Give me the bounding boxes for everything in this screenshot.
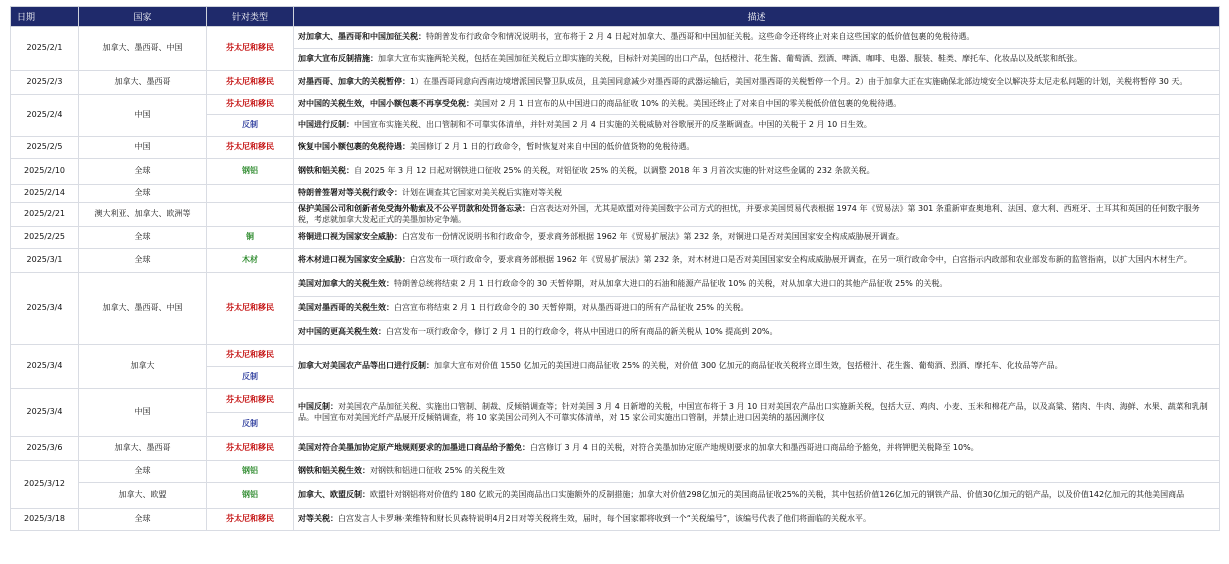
column-header-date: 日期 bbox=[11, 7, 79, 27]
description-body: 对美国农产品加征关税、实施出口管制、制裁、反倾销调查等；针对美国 3 月 4 日新增的关税，中国宣布将于 3 月 10 日对美国农产品出口实施新关税，包括大豆、鸡肉、小麦、玉米和棉花产品，以及高粱、猪肉、牛肉、海鲜、水果、蔬菜和乳制品。中国宣布对美国光纤产品展开反倾销调查，将 10 家美国公司列入不可靠实体清单，对 15 家公司实施出口管制，并禁止进口因美纳的基因测序仪 bbox=[298, 402, 1208, 422]
table-row bbox=[11, 71, 1220, 95]
description-body: 中国宣布实施关税、出口管制和不可靠实体清单，并针对美国 2 月 4 日实施的关税威胁对谷歌展开的反垄断调查。中国的关税于 2 月 10 日生效。 bbox=[354, 120, 872, 130]
cell-date: 2025/2/5 bbox=[11, 137, 79, 159]
description-body: 白宫表达对外国，尤其是欧盟对待美国数字公司方式的担忧，并要求美国贸易代表根据 1974 年《贸易法》第 301 条重新审查奥地利、法国、意大利、西班牙、土耳其和英国的任何数字服务税，考虑就加拿大发起正式的美墨加协定争端。 bbox=[298, 204, 1200, 224]
cell-date: 2025/2/25 bbox=[11, 227, 79, 249]
cell-type bbox=[207, 203, 294, 227]
description-head: 保护美国公司和创新者免受海外勒索及不公平罚款和处罚备忘录： bbox=[298, 204, 530, 213]
cell-type: 钢铝 bbox=[207, 483, 294, 509]
description-head: 美国对墨西哥的关税生效： bbox=[298, 303, 394, 313]
description-body: 欧盟针对钢铝将对价值约 180 亿欧元的美国商品出口实施额外的反制措施；加拿大对价值298亿加元的美国商品征收25%的关税，其中包括价值126亿加元的钢铁产品、价值30亿加元的铝产品，以及价值142亿加元的其他美国商品 bbox=[370, 490, 1185, 500]
cell-description bbox=[294, 27, 1220, 49]
description-body: 加拿大宣布对价值 1550 亿加元的美国进口商品征收 25% 的关税，对价值 300 亿加元的商品征收关税将立即生效，包括橙汁、花生酱、葡萄酒、烈酒、摩托车、化妆品等产品。 bbox=[434, 361, 1063, 371]
cell-description bbox=[294, 227, 1220, 249]
description-body: 白宫发布一项行政命令，修订 2 月 1 日的行政命令，将从中国进口的所有商品的新关税从 10% 提高到 20%。 bbox=[386, 327, 778, 337]
cell-description bbox=[294, 273, 1220, 297]
description-body: 特朗普总统将结束 2 月 1 日行政命令的 30 天暂停期，对从加拿大进口的石油和能源产品征收 10% 的关税，对从加拿大进口的其他产品征收 25% 的关税。 bbox=[394, 279, 948, 289]
cell-country: 全球 bbox=[79, 227, 207, 249]
cell-date: 2025/2/4 bbox=[11, 95, 79, 137]
cell-type: 铜 bbox=[207, 227, 294, 249]
cell-type: 芬太尼和移民 bbox=[207, 273, 294, 345]
description-head: 恢复中国小额包裹的免税待遇： bbox=[298, 142, 410, 152]
description-head: 加拿大对美国农产品等出口进行反制： bbox=[298, 361, 434, 371]
description-head: 加拿大、欧盟反制： bbox=[298, 490, 370, 500]
table-row bbox=[11, 95, 1220, 115]
cell-country: 中国 bbox=[79, 389, 207, 437]
cell-country: 全球 bbox=[79, 509, 207, 531]
cell-description bbox=[294, 71, 1220, 95]
table-row bbox=[11, 345, 1220, 367]
tariff-timeline-table bbox=[10, 6, 1220, 531]
table-row bbox=[11, 461, 1220, 483]
cell-date: 2025/2/1 bbox=[11, 27, 79, 71]
cell-description bbox=[294, 509, 1220, 531]
description-head: 对等关税： bbox=[298, 514, 338, 524]
cell-type: 钢铝 bbox=[207, 159, 294, 185]
description-body: 加拿大宣布实施两轮关税，包括在美国加征关税后立即实施的关税，目标针对美国的出口产品，包括橙汁、花生酱、葡萄酒、烈酒、啤酒、咖啡、电器、服装、鞋类、摩托车、化妆品以及纸浆和纸张。 bbox=[378, 54, 1082, 64]
description-head: 中国反制： bbox=[298, 402, 338, 411]
cell-type: 芬太尼和移民 bbox=[207, 389, 294, 413]
cell-description bbox=[294, 461, 1220, 483]
cell-country: 全球 bbox=[79, 185, 207, 203]
cell-date: 2025/3/6 bbox=[11, 437, 79, 461]
cell-country: 全球 bbox=[79, 249, 207, 273]
cell-description bbox=[294, 345, 1220, 389]
cell-country: 中国 bbox=[79, 137, 207, 159]
description-head: 特朗普签署对等关税行政令： bbox=[298, 188, 402, 198]
cell-country: 中国 bbox=[79, 95, 207, 137]
cell-date: 2025/3/1 bbox=[11, 249, 79, 273]
cell-type bbox=[207, 185, 294, 203]
cell-type: 芬太尼和移民 bbox=[207, 345, 294, 367]
cell-type: 芬太尼和移民 bbox=[207, 509, 294, 531]
cell-date: 2025/2/3 bbox=[11, 71, 79, 95]
description-body: 白宫修订 3 月 4 日的关税，对符合美墨加协定原产地规则要求的加拿大和墨西哥进口商品给予豁免，并将钾肥关税降至 10%。 bbox=[530, 443, 979, 453]
table-row bbox=[11, 185, 1220, 203]
cell-description bbox=[294, 203, 1220, 227]
description-head: 加拿大宣布反制措施： bbox=[298, 54, 378, 64]
table-row bbox=[11, 203, 1220, 227]
description-body: 自 2025 年 3 月 12 日起对钢铁进口征收 25% 的关税，对铝征收 25% 的关税，以调整 2018 年 3 月首次实施的针对这些金属的 232 条款关税。 bbox=[354, 166, 875, 176]
cell-description bbox=[294, 95, 1220, 115]
cell-country: 加拿大、墨西哥、中国 bbox=[79, 27, 207, 71]
cell-type: 芬太尼和移民 bbox=[207, 71, 294, 95]
table-row bbox=[11, 137, 1220, 159]
cell-description bbox=[294, 321, 1220, 345]
description-head: 对墨西哥、加拿大的关税暂停： bbox=[298, 77, 410, 87]
cell-country: 加拿大、墨西哥、中国 bbox=[79, 273, 207, 345]
cell-date: 2025/3/4 bbox=[11, 273, 79, 345]
cell-description bbox=[294, 437, 1220, 461]
cell-date: 2025/3/12 bbox=[11, 461, 79, 509]
table-row bbox=[11, 389, 1220, 413]
cell-type: 芬太尼和移民 bbox=[207, 95, 294, 115]
table-row bbox=[11, 249, 1220, 273]
description-body: 白宫发布一项行政命令，要求商务部根据 1962 年《贸易扩展法》第 232 条，对木材进口是否对美国国家安全构成威胁展开调查，在另一项行政命令中，白宫指示内政部和农业部发布新的监管指南，以扩大国内木材生产。 bbox=[410, 255, 1192, 265]
description-head: 钢铁和铝关税生效： bbox=[298, 466, 370, 476]
cell-date: 2025/3/18 bbox=[11, 509, 79, 531]
cell-description bbox=[294, 483, 1220, 509]
description-head: 对中国的关税生效，中国小额包裹不再享受免税： bbox=[298, 99, 474, 109]
description-body: 美国修订 2 月 1 日的行政命令，暂时恢复对来自中国的低价值货物的免税待遇。 bbox=[410, 142, 695, 152]
description-body: 特朗普发布行政命令和情况说明书，宣布将于 2 月 4 日起对加拿大、墨西哥和中国加征关税。这些命令还将终止对来自这些国家的低价值包裹的免税待遇。 bbox=[426, 32, 975, 42]
description-head: 将铜进口视为国家安全威胁： bbox=[298, 232, 402, 242]
table-row bbox=[11, 437, 1220, 461]
description-body: 计划在调查其它国家对美关税后实施对等关税 bbox=[402, 188, 562, 198]
cell-type: 芬太尼和移民 bbox=[207, 27, 294, 71]
cell-description bbox=[294, 185, 1220, 203]
table-row bbox=[11, 273, 1220, 297]
table-row bbox=[11, 159, 1220, 185]
description-body: 白宫发布一份情况说明书和行政命令，要求商务部根据 1962 年《贸易扩展法》第 232 条，对铜进口是否对美国国家安全构成威胁展开调查。 bbox=[402, 232, 904, 242]
description-head: 对中国的更高关税生效： bbox=[298, 327, 386, 337]
cell-type: 芬太尼和移民 bbox=[207, 137, 294, 159]
cell-description bbox=[294, 137, 1220, 159]
cell-date: 2025/2/10 bbox=[11, 159, 79, 185]
table-row bbox=[11, 27, 1220, 49]
description-body: 对钢铁和铝进口征收 25% 的关税生效 bbox=[370, 466, 505, 476]
description-head: 对加拿大、墨西哥和中国加征关税： bbox=[298, 32, 426, 42]
cell-type: 反制 bbox=[207, 413, 294, 437]
cell-country: 全球 bbox=[79, 159, 207, 185]
description-body: 白宫宣布将结束 2 月 1 日行政命令的 30 天暂停期，对从墨西哥进口的所有产品征收 25% 的关税。 bbox=[394, 303, 749, 313]
description-body: 白宫发言人卡罗琳·莱维特和财长贝森特说明4月2日对等关税将生效，届时，每个国家都将收到一个“关税编号”，该编号代表了他们将面临的关税水平。 bbox=[338, 514, 872, 524]
cell-description bbox=[294, 49, 1220, 71]
cell-date: 2025/2/14 bbox=[11, 185, 79, 203]
cell-date: 2025/3/4 bbox=[11, 345, 79, 389]
description-head: 钢铁和铝关税： bbox=[298, 166, 354, 176]
cell-type: 木材 bbox=[207, 249, 294, 273]
cell-description bbox=[294, 249, 1220, 273]
column-header-type: 针对类型 bbox=[207, 7, 294, 27]
cell-description bbox=[294, 297, 1220, 321]
column-header-description: 描述 bbox=[294, 7, 1220, 27]
cell-country: 加拿大、墨西哥 bbox=[79, 437, 207, 461]
cell-country: 加拿大 bbox=[79, 345, 207, 389]
table-header-row bbox=[11, 7, 1220, 27]
cell-country: 全球 bbox=[79, 461, 207, 483]
description-head: 将木材进口视为国家安全威胁： bbox=[298, 255, 410, 265]
cell-type: 芬太尼和移民 bbox=[207, 437, 294, 461]
cell-description bbox=[294, 115, 1220, 137]
cell-country: 加拿大、欧盟 bbox=[79, 483, 207, 509]
description-head: 中国进行反制： bbox=[298, 120, 354, 130]
cell-country: 加拿大、墨西哥 bbox=[79, 71, 207, 95]
cell-date: 2025/2/21 bbox=[11, 203, 79, 227]
column-header-country: 国家 bbox=[79, 7, 207, 27]
cell-type: 钢铝 bbox=[207, 461, 294, 483]
cell-country: 澳大利亚、加拿大、欧洲等 bbox=[79, 203, 207, 227]
description-body: 1）在墨西哥同意向西南边境增派国民警卫队成员，且美国同意减少对墨西哥的武器运输后，美国对墨西哥的关税暂停一个月。2）由于加拿大正在实施确保北部边境安全以解决芬太尼走私问题的计划，关税将暂停 30 天。 bbox=[410, 77, 1188, 87]
table-row bbox=[11, 483, 1220, 509]
cell-type: 反制 bbox=[207, 367, 294, 389]
cell-description bbox=[294, 389, 1220, 437]
cell-type: 反制 bbox=[207, 115, 294, 137]
table-row bbox=[11, 227, 1220, 249]
cell-description bbox=[294, 159, 1220, 185]
description-head: 美国对加拿大的关税生效： bbox=[298, 279, 394, 289]
table-row bbox=[11, 509, 1220, 531]
description-head: 美国对符合美墨加协定原产地规则要求的加墨进口商品给予豁免： bbox=[298, 443, 530, 453]
cell-date: 2025/3/4 bbox=[11, 389, 79, 437]
description-body: 美国对 2 月 1 日宣布的从中国进口的商品征收 10% 的关税。美国还终止了对来自中国的零关税低价值包裹的免税待遇。 bbox=[474, 99, 902, 109]
